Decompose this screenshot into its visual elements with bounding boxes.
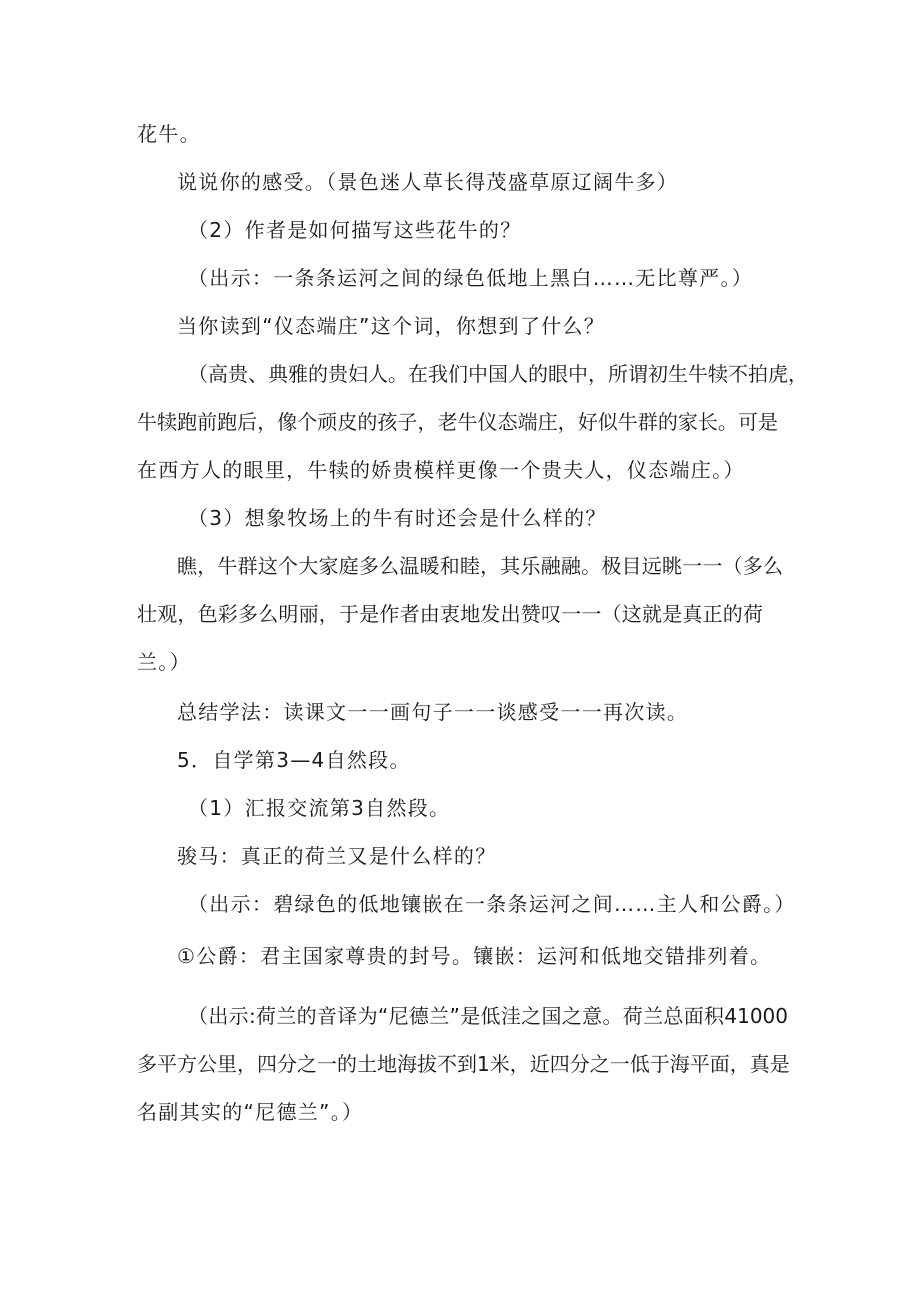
text-line: 多平方公里，四分之一的土地海拔不到1米，近四分之一低于海平面，真是 bbox=[137, 1052, 790, 1076]
text-line: 5．自学第3—4自然段。 bbox=[177, 748, 411, 772]
text-line: 瞧，牛群这个大家庭多么温暖和睦，其乐融融。极目远眺一一（多么 bbox=[177, 554, 783, 578]
text-line: （高贵、典雅的贵妇人。在我们中国人的眼中，所谓初生牛犊不拍虎， bbox=[188, 362, 808, 386]
text-line: （出示：碧绿色的低地镶嵌在一条条运河之间……主人和公爵。） bbox=[188, 892, 796, 916]
text-line: （出示：一条条运河之间的绿色低地上黑白……无比尊严。） bbox=[188, 266, 754, 290]
text-line: 名副其实的“尼德兰”。） bbox=[137, 1100, 364, 1124]
text-line: 在西方人的眼里，牛犊的娇贵模样更像一个贵夫人，仪态端庄。） bbox=[137, 458, 745, 482]
text-line: 花牛。 bbox=[137, 122, 201, 146]
text-line: 牛犊跑前跑后，像个顽皮的孩子，老牛仪态端庄，好似牛群的家长。可是 bbox=[137, 410, 778, 434]
text-line: 当你读到“仪态端庄”这个词，你想到了什么？ bbox=[177, 314, 606, 338]
text-line: 兰。） bbox=[137, 650, 191, 674]
text-line: 壮观，色彩多么明丽，于是作者由衷地发出赞叹一一（这就是真正的荷 bbox=[137, 602, 763, 626]
text-line: 总结学法：读课文一一画句子一一谈感受一一再次读。 bbox=[177, 700, 689, 724]
text-line: （1）汇报交流第3自然段。 bbox=[188, 796, 451, 820]
text-line: 说说你的感受。（景色迷人草长得茂盛草原辽阔牛多） bbox=[177, 170, 679, 194]
text-line: 骏马：真正的荷兰又是什么样的？ bbox=[177, 844, 497, 868]
text-line: （2）作者是如何描写这些花牛的？ bbox=[188, 218, 522, 242]
text-line: ①公爵：君主国家尊贵的封号。镶嵌：运河和低地交错排列着。 bbox=[177, 944, 772, 968]
text-line: （出示:荷兰的音译为“尼德兰”是低洼之国之意。荷兰总面积41000 bbox=[188, 1004, 788, 1028]
text-line: （3）想象牧场上的牛有时还会是什么样的？ bbox=[188, 506, 607, 530]
